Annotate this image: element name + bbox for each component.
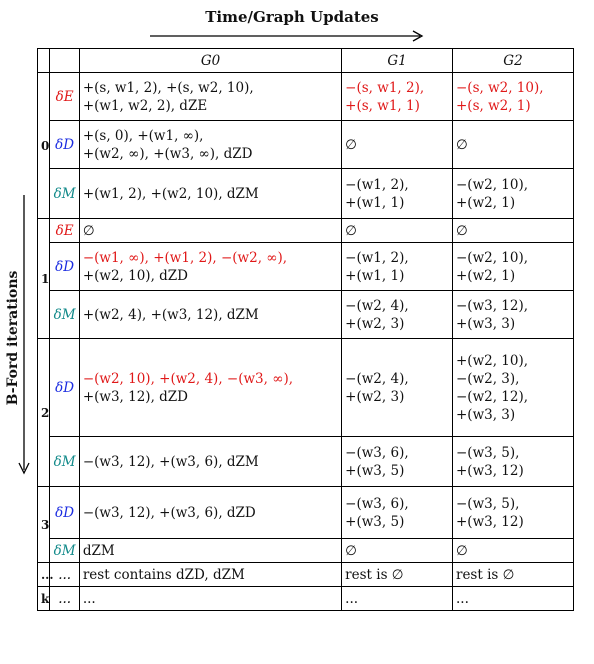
table-cell-g1: rest is ∅ [342, 563, 453, 587]
table-row [38, 587, 574, 611]
table-cell-g0 [79, 339, 341, 437]
right-arrow-icon [150, 30, 430, 42]
row-kind-label: δE [50, 73, 79, 121]
iteration-label: 1 [38, 219, 50, 339]
table-cell-g0: +(s, 0), +(w1, ∞), +(w2, ∞), +(w3, ∞), dZD [79, 121, 341, 169]
table-cell-g2: ∅ [452, 121, 573, 169]
iteration-label: ... [38, 563, 50, 587]
table-cell-g1: −(s, w1, 2), +(s, w1, 1) [342, 73, 453, 121]
row-kind-label: δM [50, 291, 79, 339]
table-cell-g1: −(w2, 4), +(w2, 3) [342, 291, 453, 339]
table-cell-g0: ∅ [79, 219, 341, 243]
header-g1: G1 [342, 49, 453, 73]
table-row [38, 437, 574, 487]
table-cell-g0: −(w3, 12), +(w3, 6), dZM [79, 437, 341, 487]
table-cell-g2: ∅ [452, 219, 573, 243]
table-cell-g1: −(w3, 6), +(w3, 5) [342, 437, 453, 487]
table-cell-g0: −(w3, 12), +(w3, 6), dZD [79, 487, 341, 539]
row-kind-label: δM [50, 539, 79, 563]
table-cell-g2: ... [452, 587, 573, 611]
row-kind-label: δD [50, 487, 79, 539]
table-cell-g0 [79, 243, 341, 291]
table-cell-g2: −(w3, 12), +(w3, 3) [452, 291, 573, 339]
table-cell-g1: −(w3, 6), +(w3, 5) [342, 487, 453, 539]
header-g0: G0 [79, 49, 341, 73]
iteration-label: k [38, 587, 50, 611]
table-row [38, 169, 574, 219]
table-cell-g1: ∅ [342, 121, 453, 169]
header-row [38, 49, 574, 73]
row-kind-label: δE [50, 219, 79, 243]
table-cell-g1: −(w2, 4), +(w2, 3) [342, 339, 453, 437]
cell-line: −(w1, ∞), +(w1, 2), −(w2, ∞), [82, 249, 288, 266]
table-cell-g2: rest is ∅ [452, 563, 573, 587]
table-cell-g2: +(w2, 10), −(w2, 3), −(w2, 12), +(w3, 3) [452, 339, 573, 437]
table-row [38, 291, 574, 339]
row-kind-label: ... [50, 587, 79, 611]
table-row [38, 219, 574, 243]
table-row [38, 121, 574, 169]
table-cell-g0: rest contains dZD, dZM [79, 563, 341, 587]
row-kind-label: δD [50, 121, 79, 169]
table-cell-g0: +(s, w1, 2), +(s, w2, 10), +(w1, w2, 2), dZE [79, 73, 341, 121]
row-kind-label: δM [50, 437, 79, 487]
table-cell-g0: ... [79, 587, 341, 611]
side-axis-label: B-Ford iterations [5, 270, 21, 406]
row-kind-label: δD [50, 243, 79, 291]
cell-line: −(w2, 10), +(w2, 4), −(w3, ∞), [82, 370, 294, 387]
table-cell-g1: ... [342, 587, 453, 611]
top-axis-label: Time/Graph Updates [205, 8, 379, 26]
table-cell-g1: ∅ [342, 539, 453, 563]
row-kind-label: ... [50, 563, 79, 587]
table-row [38, 339, 574, 437]
table-cell-g0: +(w2, 4), +(w3, 12), dZM [79, 291, 341, 339]
iteration-label: 3 [38, 487, 50, 563]
table-cell-g1: −(w1, 2), +(w1, 1) [342, 243, 453, 291]
table-cell-g2: −(s, w2, 10), +(s, w2, 1) [452, 73, 573, 121]
delta-table [37, 48, 574, 611]
table-row [38, 243, 574, 291]
header-g2: G2 [452, 49, 573, 73]
cell-line: +(w3, 12), dZD [82, 388, 189, 405]
header-corner-iter [38, 49, 50, 73]
row-kind-label: δM [50, 169, 79, 219]
iteration-label: 2 [38, 339, 50, 487]
header-corner-kind [50, 49, 79, 73]
iteration-label: 0 [38, 73, 50, 219]
table-cell-g2: ∅ [452, 539, 573, 563]
table-cell-g1: −(w1, 2), +(w1, 1) [342, 169, 453, 219]
table-cell-g2: −(w2, 10), +(w2, 1) [452, 169, 573, 219]
table-cell-g0: dZM [79, 539, 341, 563]
table-cell-g2: −(w3, 5), +(w3, 12) [452, 487, 573, 539]
table-cell-g2: −(w2, 10), +(w2, 1) [452, 243, 573, 291]
table-row [38, 487, 574, 539]
table-cell-g2: −(w3, 5), +(w3, 12) [452, 437, 573, 487]
table-row [38, 73, 574, 121]
table-row [38, 539, 574, 563]
down-arrow-icon [18, 195, 30, 480]
cell-line: +(w2, 10), dZD [82, 267, 189, 284]
row-kind-label: δD [50, 339, 79, 437]
table-cell-g0: +(w1, 2), +(w2, 10), dZM [79, 169, 341, 219]
table-row [38, 563, 574, 587]
table-cell-g1: ∅ [342, 219, 453, 243]
